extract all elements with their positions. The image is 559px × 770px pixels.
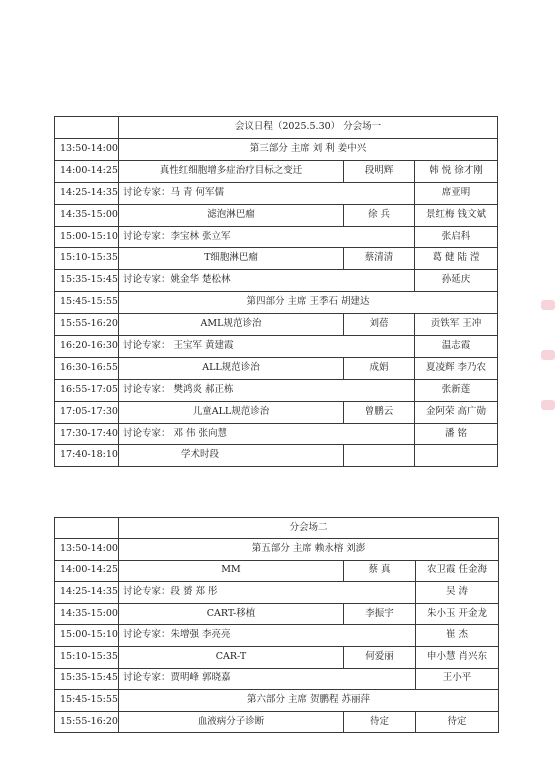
table-row [55, 423, 498, 445]
time-cell: 16:20-16:30 [55, 336, 119, 358]
host-cell: 温志霞 [415, 336, 498, 358]
table-row [55, 270, 498, 292]
host-cell: 王小平 [416, 668, 499, 690]
time-cell: 14:35-15:00 [55, 204, 119, 226]
host-cell: 朱小玉 开金龙 [416, 603, 499, 625]
table-title: 会议日程（2025.5.30） 分会场一 [119, 117, 498, 139]
topic-cell: CART-移植 [119, 603, 344, 625]
time-cell: 15:10-15:35 [55, 646, 119, 668]
topic-cell: 血液病分子诊断 [119, 711, 344, 733]
speaker-cell: 曾鹏云 [344, 401, 415, 423]
host-cell: 张新莲 [415, 379, 498, 401]
host-cell: 金阿荣 高广勋 [415, 401, 498, 423]
time-cell: 17:05-17:30 [55, 401, 119, 423]
table-row [55, 139, 498, 161]
speaker-cell [344, 445, 415, 467]
discussion-experts-cell: 讨论专家：马 青 何军儒 [119, 182, 415, 204]
speaker-cell: 李振宇 [344, 603, 416, 625]
host-cell: 席亚明 [415, 182, 498, 204]
table-header-row [55, 518, 499, 539]
host-cell: 韩 悦 徐才刚 [415, 160, 498, 182]
table-row [55, 248, 498, 270]
table-header-row [55, 117, 498, 139]
section-title-cell: 第三部分 主席 刘 利 姜中兴 [119, 139, 498, 161]
time-cell: 14:25-14:35 [55, 582, 119, 604]
time-cell: 16:30-16:55 [55, 357, 119, 379]
table-row [55, 182, 498, 204]
topic-cell: 滤泡淋巴瘤 [119, 204, 344, 226]
time-cell: 15:00-15:10 [55, 226, 119, 248]
topic-cell: MM [119, 560, 344, 582]
time-cell: 13:50-14:00 [55, 539, 119, 561]
table-row [55, 711, 499, 733]
time-cell: 17:40-18:10 [55, 445, 119, 467]
time-cell: 14:00-14:25 [55, 560, 119, 582]
time-cell: 14:35-15:00 [55, 603, 119, 625]
discussion-experts-cell: 讨论专家： 樊鸿炎 郝正栋 [119, 379, 415, 401]
discussion-experts-cell: 讨论专家：贾明峰 郭晓嘉 [119, 668, 416, 690]
time-cell: 16:55-17:05 [55, 379, 119, 401]
topic-cell: CAR-T [119, 646, 344, 668]
table-row [55, 668, 499, 690]
speaker-cell: 待定 [344, 711, 416, 733]
topic-cell: 真性红细胞增多症治疗目标之变迁 [119, 160, 344, 182]
table-row [55, 204, 498, 226]
table-row [55, 160, 498, 182]
host-cell: 潘 铭 [415, 423, 498, 445]
discussion-experts-cell: 讨论专家：段 赟 郑 彤 [119, 582, 416, 604]
host-cell: 申小慧 肖兴东 [416, 646, 499, 668]
table-row [55, 401, 498, 423]
time-cell: 15:45-15:55 [55, 690, 119, 712]
time-cell: 15:00-15:10 [55, 625, 119, 647]
section-title-cell: 第四部分 主席 王季石 胡建达 [119, 292, 498, 314]
topic-cell: T细胞淋巴瘤 [119, 248, 344, 270]
time-cell: 15:55-16:20 [55, 314, 119, 336]
discussion-experts-cell: 讨论专家： 邓 伟 张向慧 [119, 423, 415, 445]
host-cell: 葛 健 陆 滢 [415, 248, 498, 270]
speaker-cell: 段明辉 [344, 160, 415, 182]
schedule-table-venue-2 [54, 517, 499, 733]
discussion-experts-cell: 讨论专家：朱增强 李亮亮 [119, 625, 416, 647]
table-row [55, 560, 499, 582]
section-title-cell: 第五部分 主席 赖永榕 刘澎 [119, 539, 499, 561]
host-cell: 孙延庆 [415, 270, 498, 292]
speaker-cell: 蔡 真 [344, 560, 416, 582]
table-row [55, 379, 498, 401]
section-title-cell: 第六部分 主席 贺鹏程 苏丽萍 [119, 690, 499, 712]
table-title: 分会场二 [119, 518, 499, 539]
time-cell: 14:25-14:35 [55, 182, 119, 204]
table-row [55, 603, 499, 625]
host-cell: 贡铁军 王冲 [415, 314, 498, 336]
speaker-cell: 刘蓓 [344, 314, 415, 336]
speaker-cell: 何爱丽 [344, 646, 416, 668]
time-cell: 15:55-16:20 [55, 711, 119, 733]
time-cell: 15:35-15:45 [55, 270, 119, 292]
table-row [55, 690, 499, 712]
discussion-experts-cell: 讨论专家： 王宝军 黄建霞 [119, 336, 415, 358]
host-cell: 景红梅 钱文斌 [415, 204, 498, 226]
host-cell [415, 445, 498, 467]
discussion-experts-cell: 讨论专家：李宝林 张立军 [119, 226, 415, 248]
time-cell: 17:30-17:40 [55, 423, 119, 445]
time-cell: 15:35-15:45 [55, 668, 119, 690]
speaker-cell: 蔡清清 [344, 248, 415, 270]
host-cell: 崔 杰 [416, 625, 499, 647]
table-row [55, 646, 499, 668]
host-cell: 夏凌辉 李乃农 [415, 357, 498, 379]
table-row [55, 445, 498, 467]
margin-stamp-mark [541, 300, 555, 310]
topic-cell: 儿童ALL规范诊治 [119, 401, 344, 423]
margin-stamp-mark [541, 350, 555, 360]
topic-cell: ALL规范诊治 [119, 357, 344, 379]
time-cell: 14:00-14:25 [55, 160, 119, 182]
discussion-experts-cell: 讨论专家：姚金华 楚松林 [119, 270, 415, 292]
table-row [55, 336, 498, 358]
session-label-cell: 学术时段 [119, 445, 344, 467]
table-row [55, 357, 498, 379]
table-row [55, 625, 499, 647]
schedule-table-venue-1 [54, 116, 498, 467]
time-cell: 15:45-15:55 [55, 292, 119, 314]
time-cell: 15:10-15:35 [55, 248, 119, 270]
table-row [55, 226, 498, 248]
table-row [55, 539, 499, 561]
host-cell: 农卫霞 任金海 [416, 560, 499, 582]
table-row [55, 582, 499, 604]
host-cell: 待定 [416, 711, 499, 733]
table-row [55, 314, 498, 336]
time-cell: 13:50-14:00 [55, 139, 119, 161]
host-cell: 吴 涛 [416, 582, 499, 604]
speaker-cell: 徐 兵 [344, 204, 415, 226]
topic-cell: AML规范诊治 [119, 314, 344, 336]
speaker-cell: 成娟 [344, 357, 415, 379]
host-cell: 张启科 [415, 226, 498, 248]
table-row [55, 292, 498, 314]
margin-stamp-mark [541, 400, 555, 410]
